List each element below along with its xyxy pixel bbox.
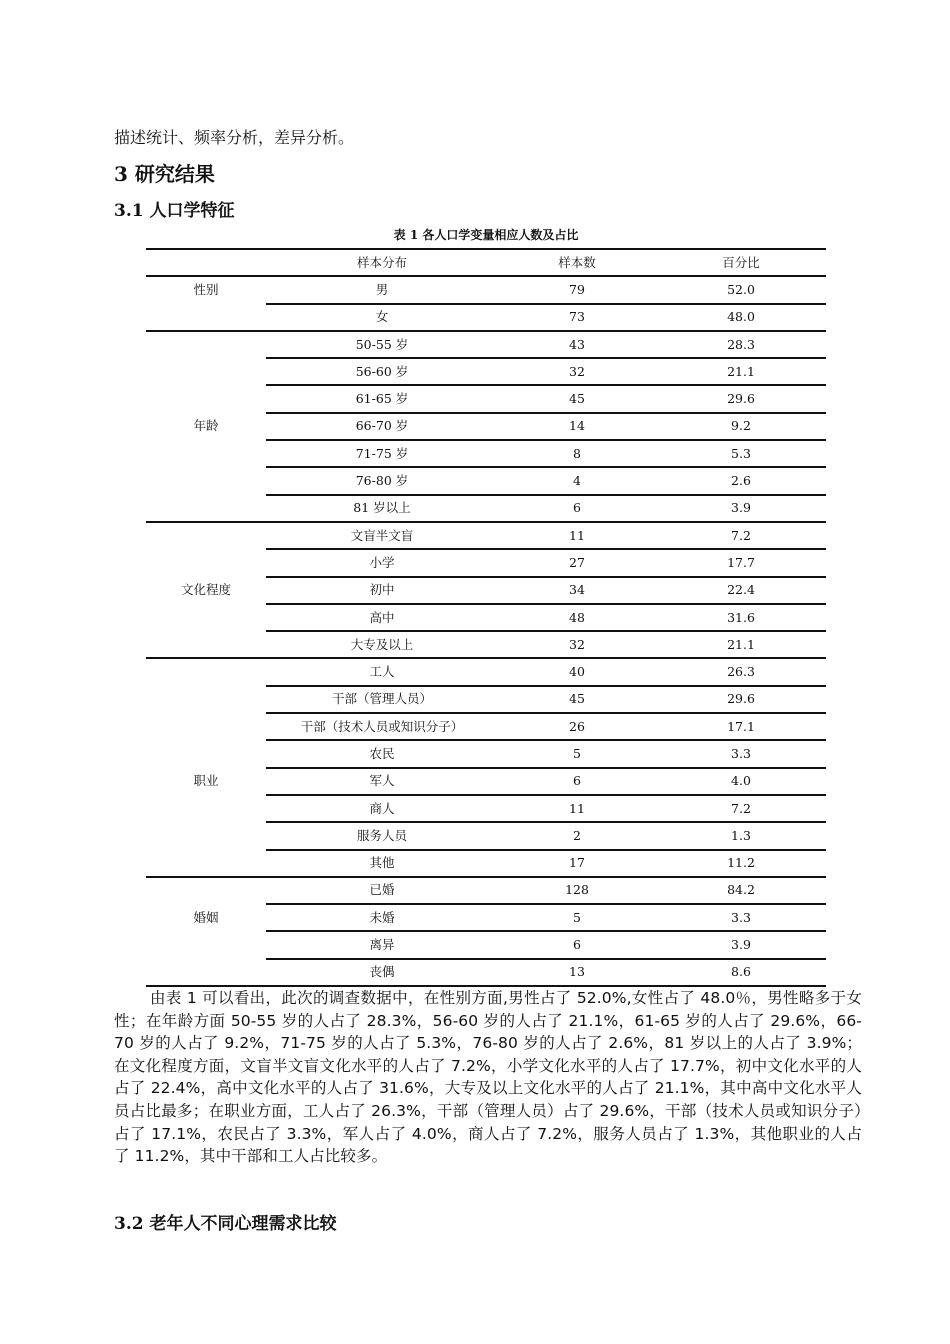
table-row [146,713,826,740]
table-row [146,877,826,904]
count-cell: 14 [498,413,656,440]
table-row [146,440,826,467]
count-cell: 5 [498,904,656,931]
count-cell: 6 [498,768,656,795]
percent-cell: 4.0 [656,768,826,795]
count-cell: 11 [498,522,656,549]
group-cell: 职业 [193,773,219,789]
analysis-paragraph: 由表 1 可以看出，此次的调查数据中，在性别方面,男性占了 52.0%,女性占了 48.0％，男性略多于女性；在年龄方面 50-55 岁的人占了 28.3%，56-60 岁的人占了 21.1%，61-65 岁的人占了 29.6%，66-70 岁的人占了 9.2%，71-75 岁的人占了 5.3%，76-80 岁的人占了 2.6%，81 岁以上的人占了 3.9%；在文化程度方面，文盲半文盲文化水平的人占了 7.2%，小学文化水平的人占了 17.7%，初中文化水平的人占了 22.4%，高中文化水平的人占了 31.6%，大专及以上文化水平的人占了 21.1%，其中高中文化水平人员占比最多；在职业方面，工人占了 26.3%，干部（管理人员）占了 29.6%，干部（技术人员或知识分子）占了 17.1%，农民占了 3.3%，军人占了 4.0%，商人占了 7.2%，服务人员占了 1.3%，其他职业的人占了 11.2%，其中干部和工人占比较多。 [114,989,862,1166]
group-cell [146,304,266,331]
item-cell: 76-80 岁 [266,467,498,494]
table-row [146,931,826,958]
group-cell [146,713,266,740]
count-cell: 34 [498,577,656,604]
item-cell: 农民 [266,740,498,767]
item-cell: 离异 [266,931,498,958]
subsection-title-psychological-needs: 3.2 老年人不同心理需求比较 [114,1214,337,1234]
item-cell: 已婚 [266,877,498,904]
percent-cell: 29.6 [656,686,826,713]
count-cell: 6 [498,931,656,958]
percent-cell: 17.7 [656,549,826,576]
group-cell [146,467,266,494]
percent-cell: 84.2 [656,877,826,904]
table-row [146,795,826,822]
group-cell [146,631,266,658]
table-row [146,850,826,877]
group-cell [146,877,266,904]
header-distribution: 样本分布 [266,249,498,276]
group-cell [146,604,266,631]
percent-cell: 7.2 [656,795,826,822]
count-cell: 26 [498,713,656,740]
item-cell: 81 岁以上 [266,495,498,522]
percent-cell: 3.3 [656,740,826,767]
table-row [146,358,826,385]
count-cell: 128 [498,877,656,904]
group-cell: 文化程度 [180,582,231,598]
table-row [146,577,826,604]
count-cell: 79 [498,276,656,303]
table-row [146,304,826,331]
group-cell [146,331,266,358]
group-cell [146,931,266,958]
group-cell [146,959,266,986]
table-row [146,549,826,576]
count-cell: 5 [498,740,656,767]
group-cell [146,495,266,522]
group-cell [146,440,266,467]
percent-cell: 8.6 [656,959,826,986]
count-cell: 48 [498,604,656,631]
demographics-table [146,248,826,987]
percent-cell: 3.9 [656,495,826,522]
percent-cell: 17.1 [656,713,826,740]
header-group [146,249,266,276]
item-cell: 大专及以上 [266,631,498,658]
item-cell: 商人 [266,795,498,822]
header-percent: 百分比 [656,249,826,276]
table-row [146,904,826,931]
count-cell: 27 [498,549,656,576]
percent-cell: 11.2 [656,850,826,877]
intro-line: 描述统计、频率分析，差异分析。 [114,128,355,147]
count-cell: 45 [498,385,656,412]
group-cell: 年龄 [193,418,219,434]
percent-cell: 1.3 [656,822,826,849]
table-row [146,495,826,522]
count-cell: 8 [498,440,656,467]
item-cell: 未婚 [266,904,498,931]
percent-cell: 3.9 [656,931,826,958]
table-row [146,385,826,412]
table-row [146,740,826,767]
count-cell: 73 [498,304,656,331]
group-cell [146,850,266,877]
group-cell: 性别 [193,282,219,298]
table-row [146,959,826,986]
count-cell: 43 [498,331,656,358]
item-cell: 文盲半文盲 [266,522,498,549]
table-row [146,768,826,795]
percent-cell: 9.2 [656,413,826,440]
percent-cell: 7.2 [656,522,826,549]
table-row [146,331,826,358]
percent-cell: 52.0 [656,276,826,303]
group-cell [146,740,266,767]
item-cell: 工人 [266,658,498,685]
table-row [146,604,826,631]
count-cell: 2 [498,822,656,849]
count-cell: 40 [498,658,656,685]
group-cell [146,549,266,576]
item-cell: 女 [266,304,498,331]
count-cell: 11 [498,795,656,822]
group-cell [146,686,266,713]
item-cell: 男 [266,276,498,303]
table-row [146,822,826,849]
group-cell [146,795,266,822]
group-cell [146,358,266,385]
table-row [146,658,826,685]
table-row [146,522,826,549]
item-cell: 高中 [266,604,498,631]
subsection-title-demographics: 3.1 人口学特征 [114,201,235,221]
item-cell: 61-65 岁 [266,385,498,412]
group-cell [146,385,266,412]
count-cell: 13 [498,959,656,986]
percent-cell: 21.1 [656,358,826,385]
table-row [146,413,826,440]
item-cell: 军人 [266,768,498,795]
table-row [146,276,826,303]
group-cell [146,822,266,849]
group-cell [146,658,266,685]
count-cell: 32 [498,631,656,658]
section-title: 3 研究结果 [114,162,215,186]
table-header-row [146,249,826,276]
table-row [146,467,826,494]
percent-cell: 48.0 [656,304,826,331]
count-cell: 6 [498,495,656,522]
item-cell: 干部（管理人员） [266,686,498,713]
table-row [146,631,826,658]
percent-cell: 2.6 [656,467,826,494]
table-body [146,276,826,986]
count-cell: 45 [498,686,656,713]
item-cell: 干部（技术人员或知识分子） [266,713,498,740]
percent-cell: 29.6 [656,385,826,412]
percent-cell: 28.3 [656,331,826,358]
header-count: 样本数 [498,249,656,276]
group-cell [146,522,266,549]
item-cell: 初中 [266,577,498,604]
count-cell: 32 [498,358,656,385]
item-cell: 服务人员 [266,822,498,849]
percent-cell: 5.3 [656,440,826,467]
table-caption: 表 1 各人口学变量相应人数及占比 [393,228,579,242]
count-cell: 4 [498,467,656,494]
item-cell: 56-60 岁 [266,358,498,385]
count-cell: 17 [498,850,656,877]
item-cell: 丧偶 [266,959,498,986]
percent-cell: 26.3 [656,658,826,685]
item-cell: 71-75 岁 [266,440,498,467]
percent-cell: 31.6 [656,604,826,631]
group-cell: 婚姻 [193,909,219,925]
percent-cell: 22.4 [656,577,826,604]
percent-cell: 3.3 [656,904,826,931]
item-cell: 其他 [266,850,498,877]
item-cell: 小学 [266,549,498,576]
item-cell: 50-55 岁 [266,331,498,358]
percent-cell: 21.1 [656,631,826,658]
item-cell: 66-70 岁 [266,413,498,440]
table-row [146,686,826,713]
